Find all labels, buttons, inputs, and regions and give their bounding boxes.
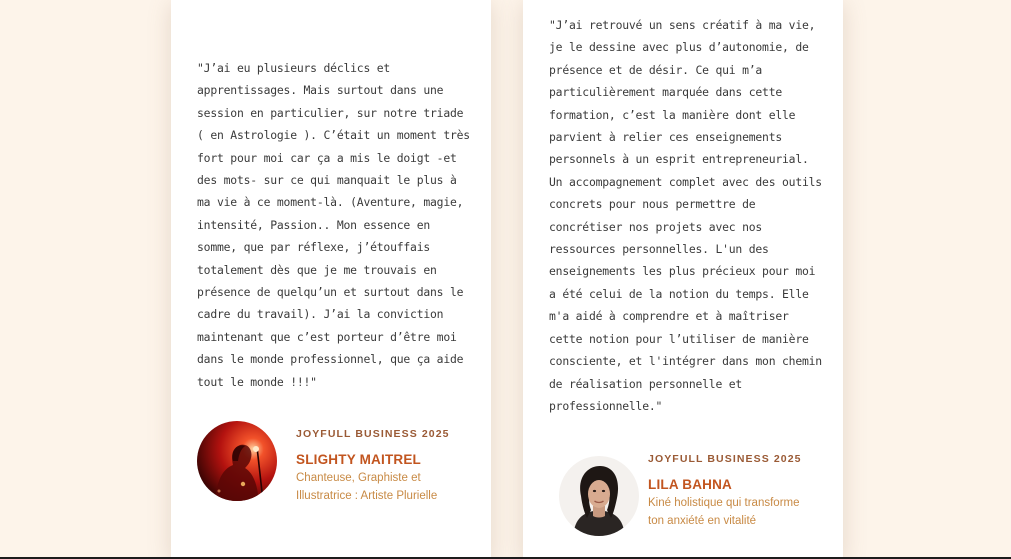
avatar — [559, 456, 639, 536]
avatar — [197, 421, 277, 501]
testimonial-quote: "J’ai retrouvé un sens créatif à ma vie, je le dessine avec plus d’autonomie, de présence et de désir. Ce qui m’a particulièrement marquée dans cette formation, c’est la manière dont elle parvient à relier ces enseignements personnels à un esprit entrepreneurial. Un accompagnement complet avec des outils concrets pour nous permettre de concrétiser nos projets avec nos ressources personnelles. L'un des enseignements les plus précieux pour moi a été celui de la notion du temps. Elle m'a aidé à comprendre et à maîtriser cette notion pour l’utiliser de manière consciente, et l'intégrer dans mon chemin de réalisation personnelle et professionnelle." — [549, 18, 822, 413]
program-label: JOYFULL BUSINESS 2025 — [296, 428, 450, 440]
program-label: JOYFULL BUSINESS 2025 — [648, 453, 802, 465]
woman-portrait-image — [559, 456, 639, 536]
testimonial-quote: "J’ai eu plusieurs déclics et apprentissages. Mais surtout dans une session en particulier, sur notre triade ( en Astrologie ). C’était un moment très fort pour moi car ça a mis le doigt -et des mots- sur ce qui manquait le plus à ma vie à ce moment-là. (Aventure, magie, intensité, Passion.. Mon essence en somme, que par réflexe, j’étouffais totalement dès que je me trouvais en présence de quelqu’un et surtout dans le cadre du travail). J’ai la conviction maintenant que c’est porteur d’être moi dans le monde professionnel, que ça aide tout le monde !!!" — [197, 61, 470, 389]
author-role: Chanteuse, Graphiste et Illustratrice : Artiste Plurielle — [296, 472, 438, 502]
author-role: Kiné holistique qui transforme ton anxiété en vitalité — [648, 497, 800, 527]
testimonial-card — [171, 0, 491, 559]
author-name: SLIGHTY MAITREL — [296, 452, 422, 467]
testimonial-card — [523, 0, 843, 559]
author-name: LILA BAHNA — [648, 477, 732, 492]
singer-photo-image — [197, 421, 277, 501]
